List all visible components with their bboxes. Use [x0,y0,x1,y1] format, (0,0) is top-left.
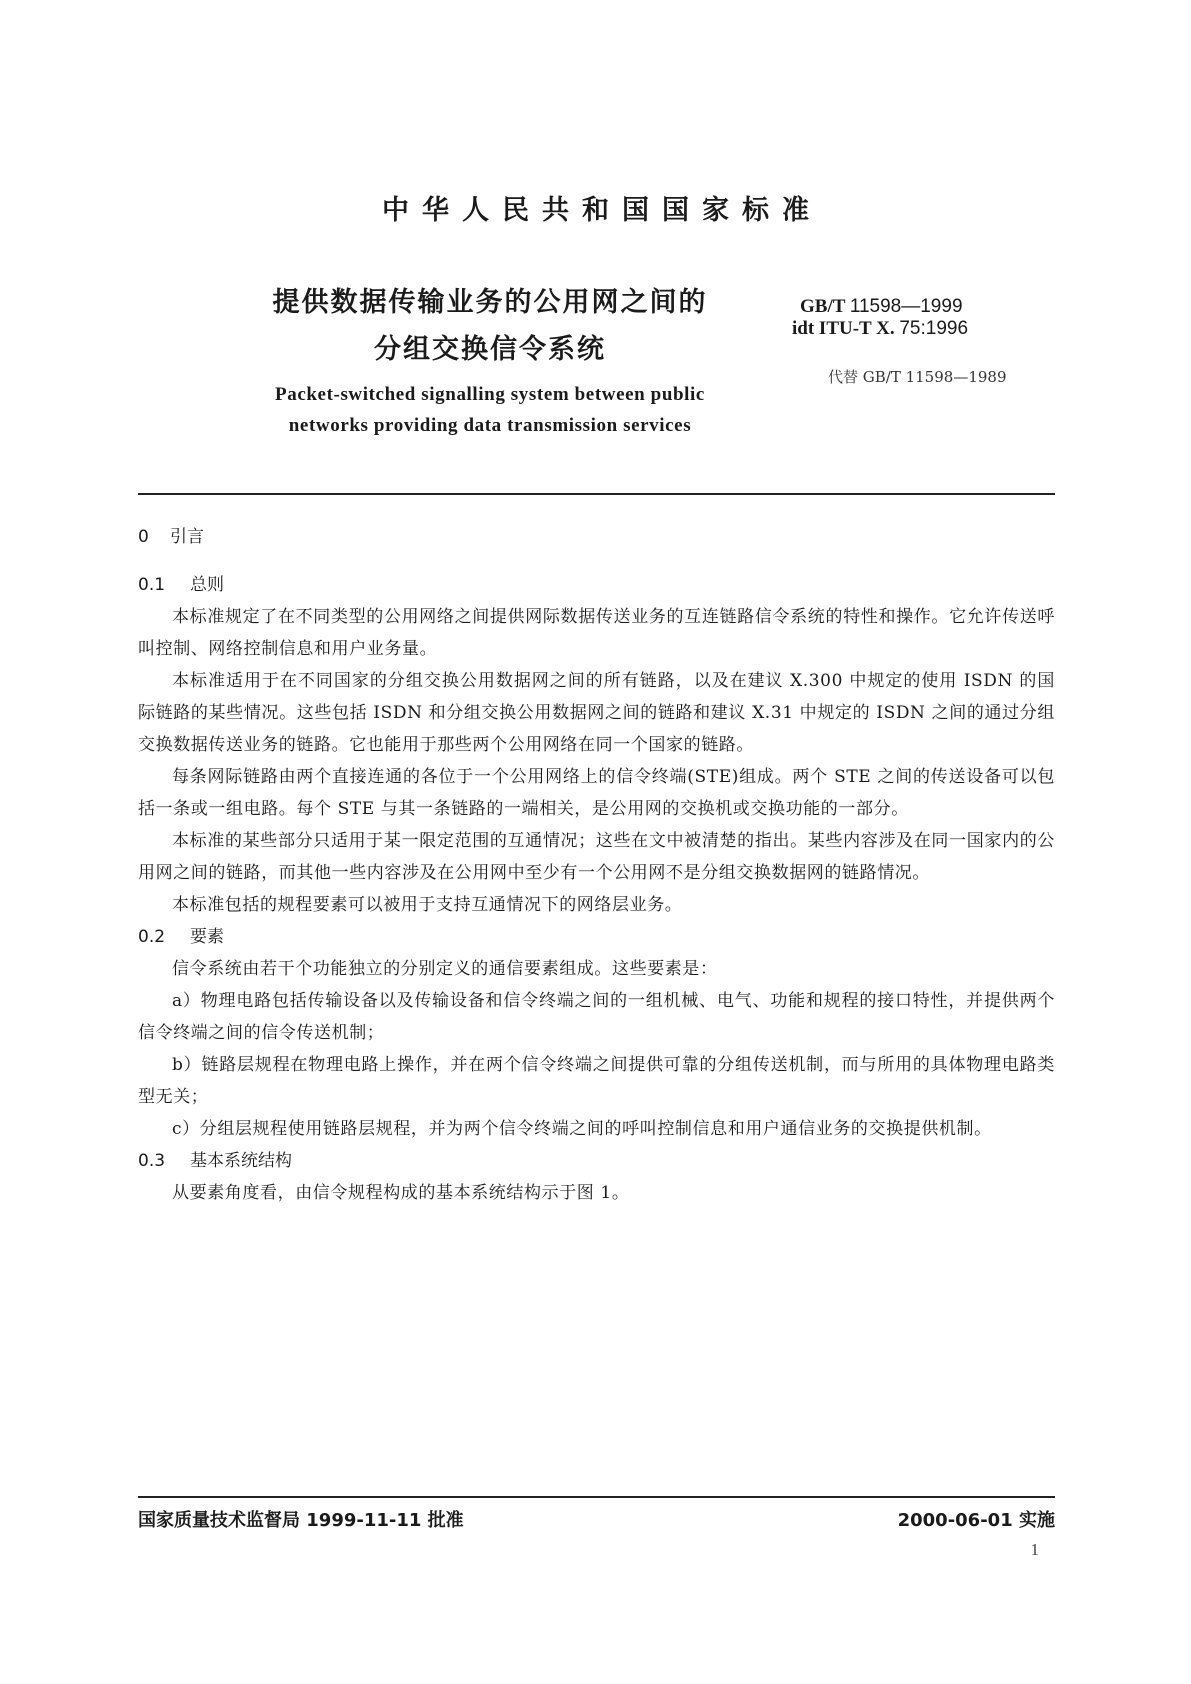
paragraph: 每条网际链路由两个直接连通的各位于一个公用网络上的信令终端(STE)组成。两个 STE 之间的传送设备可以包括一条或一组电路。每个 STE 与其一条链路的一端相关，是公用网的交换机或交换功能的一部分。 [138,767,1055,819]
footer-divider [138,1496,1055,1498]
subsection-title: 基本系统结构 [190,1151,292,1171]
subsection-title: 要素 [190,927,224,947]
standard-code [800,296,963,318]
paragraph: 本标准的某些部分只适用于某一限定范围的互通情况；这些在文中被清楚的指出。某些内容涉及在同一国家内的公用网之间的链路，而其他一些内容涉及在公用网中至少有一个公用网不是分组交换数据网的链路情况。 [138,831,1055,883]
subsection-number: 0.1 [138,575,166,595]
paragraph: 从要素角度看，由信令规程构成的基本系统结构示于图 1。 [172,1183,630,1203]
standard-type-heading: 中华人民共和国国家标准 [382,195,822,226]
list-item-b: b）链路层规程在物理电路上操作，并在两个信令终端之间提供可靠的分组传送机制，而与所用的具体物理电路类型无关； [138,1055,1055,1107]
paragraph: 本标准适用于在不同国家的分组交换公用数据网之间的所有链路，以及在建议 X.300 中规定的使用 ISDN 的国际链路的某些情况。这些包括 ISDN 和分组交换公用数据网之间的链路和建议 X.31 中规定的 ISDN 之间的通过分组交换数据传送业务的链路。它也能用于那些两个公用网络在同一个国家的链路。 [138,671,1055,755]
title-english-line1: Packet-switched signalling system between public [275,384,705,405]
document-body [138,522,1055,1209]
standard-code-prefix: GB/T [800,296,850,317]
subsection-number: 0.2 [138,927,166,947]
title-chinese-line1: 提供数据传输业务的公用网之间的 [272,287,708,318]
subsection-number: 0.3 [138,1151,166,1171]
identical-standard-number: 75:1996 [899,318,969,339]
approval-info: 国家质量技术监督局 1999-11-11 批准 [138,1510,464,1531]
identical-standard [792,318,968,340]
page-number: 1 [1030,1540,1039,1559]
section-0-heading [138,522,1055,547]
subsection-0-1-heading [138,569,1055,601]
identical-standard-prefix: idt ITU-T X. [792,318,900,339]
paragraph: 本标准规定了在不同类型的公用网络之间提供网际数据传送业务的互连链路信令系统的特性和操作。它允许传送呼叫控制、网络控制信息和用户业务量。 [138,607,1055,659]
standard-code-number: 11598—1999 [849,296,963,317]
section-number: 0 [138,527,149,547]
section-title: 引言 [170,527,204,547]
subsection-title: 总则 [190,575,224,595]
paragraph: 信令系统由若干个功能独立的分别定义的通信要素组成。这些要素是： [172,959,718,979]
paragraph: 本标准包括的规程要素可以被用于支持互通情况下的网络层业务。 [172,895,683,915]
effective-date: 2000-06-01 实施 [897,1510,1055,1531]
title-english-line2: networks providing data transmission services [288,415,692,436]
header-divider [138,493,1055,495]
title-chinese-line2: 分组交换信令系统 [374,334,606,365]
list-item-c: c）分组层规程使用链路层规程，并为两个信令终端之间的呼叫控制信息和用户通信业务的交换提供机制。 [172,1119,992,1139]
replaces-standard: 代替 GB/T 11598—1989 [828,368,1007,386]
subsection-0-3-heading [138,1145,1055,1177]
subsection-0-2-heading [138,921,1055,953]
list-item-a: a）物理电路包括传输设备以及传输设备和信令终端之间的一组机械、电气、功能和规程的接口特性，并提供两个信令终端之间的信令传送机制； [138,991,1055,1043]
